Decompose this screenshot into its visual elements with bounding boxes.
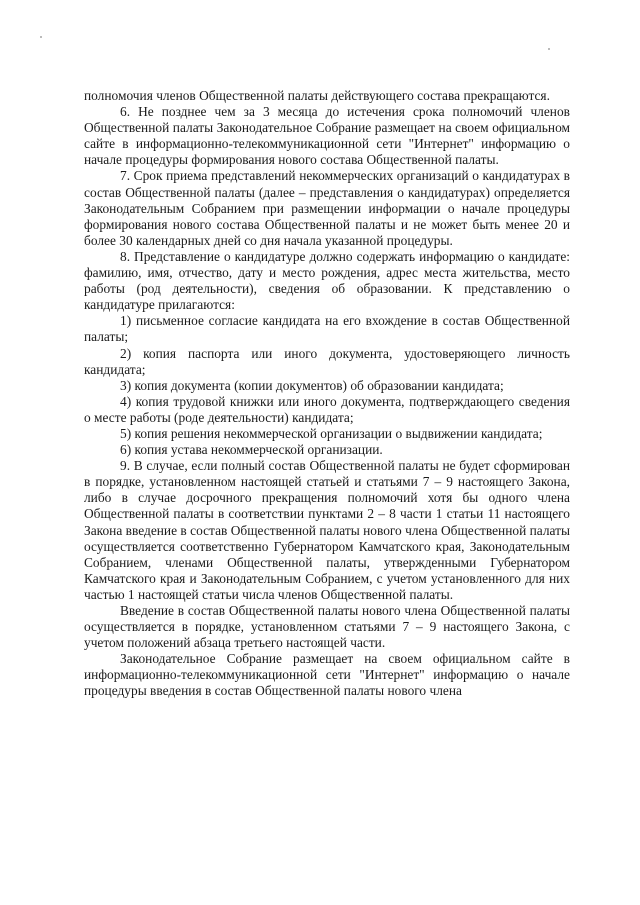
list-item-4: 4) копия трудовой книжки или иного документа, подтверждающего сведения о месте работы (роде деятельности) кандидата;	[84, 393, 570, 425]
list-item-5: 5) копия решения некоммерческой организации о выдвижении кандидата;	[120, 425, 543, 441]
paragraph-continuation: полномочия членов Общественной палаты действующего состава прекращаются.	[84, 88, 550, 103]
list-item-1: 1) письменное согласие кандидата на его вхождение в состав Общественной палаты;	[84, 313, 570, 345]
list-item-2: 2) копия паспорта или иного документа, удостоверяющего личность кандидата;	[84, 345, 570, 377]
scan-speck	[548, 48, 550, 50]
paragraph-item-7: 7. Срок приема представлений некоммерческих организаций о кандидатурах в состав Общественной палаты (далее – представления о кандидатурах) определяется Законодательным Собранием при размещении информации о начале процедуры формирования нового состава Общественной палаты и не может быть менее 20 и более 30 календарных дней со дня начала указанной процедуры.	[84, 168, 570, 248]
scan-speck	[40, 36, 42, 38]
paragraph-introduction: Введение в состав Общественной палаты нового члена Общественной палаты осуществляется в порядке, установленном статьями 7 – 9 настоящего Закона, с учетом положений абзаца третьего настоящей части.	[84, 603, 570, 651]
list-item-3: 3) копия документа (копии документов) об образовании кандидата;	[120, 377, 504, 393]
document-body	[84, 88, 570, 700]
list-item-6: 6) копия устава некоммерческой организации.	[120, 442, 383, 458]
paragraph-item-9: 9. В случае, если полный состав Общественной палаты не будет сформирован в порядке, установленном настоящей статьей и статьями 7 – 9 настоящего Закона, либо в случае досрочного прекращения полномочий хотя бы одного члена Общественной палаты в соответствии пунктами 2 – 8 части 1 статьи 11 настоящего Закона введение в состав Общественной палаты нового члена Общественной палаты осуществляется соответственно Губернатором Камчатского края, Законодательным Собранием, членами Общественной палаты, утвержденными Губернатором Камчатского края и Законодательным Собранием, с учетом установленного для них частью 1 настоящей статьи числа членов Общественной палаты.	[84, 458, 570, 602]
paragraph-website-notice: Законодательное Собрание размещает на своем официальном сайте в информационно-телекоммуникационной сети "Интернет" информацию о начале процедуры введения в состав Общественной палаты нового члена	[84, 651, 570, 699]
paragraph-item-6: 6. Не позднее чем за 3 месяца до истечения срока полномочий членов Общественной палаты Законодательное Собрание размещает на своем официальном сайте в информационно-телекоммуникационной сети "Интернет" информацию о начале процедуры формирования нового состава Общественной палаты.	[84, 104, 570, 168]
paragraph-item-8: 8. Представление о кандидатуре должно содержать информацию о кандидате: фамилию, имя, отчество, дату и место рождения, адрес места жительства, место работы (род деятельности), сведения об образовании. К представлению о кандидатуре прилагаются:	[84, 248, 570, 313]
